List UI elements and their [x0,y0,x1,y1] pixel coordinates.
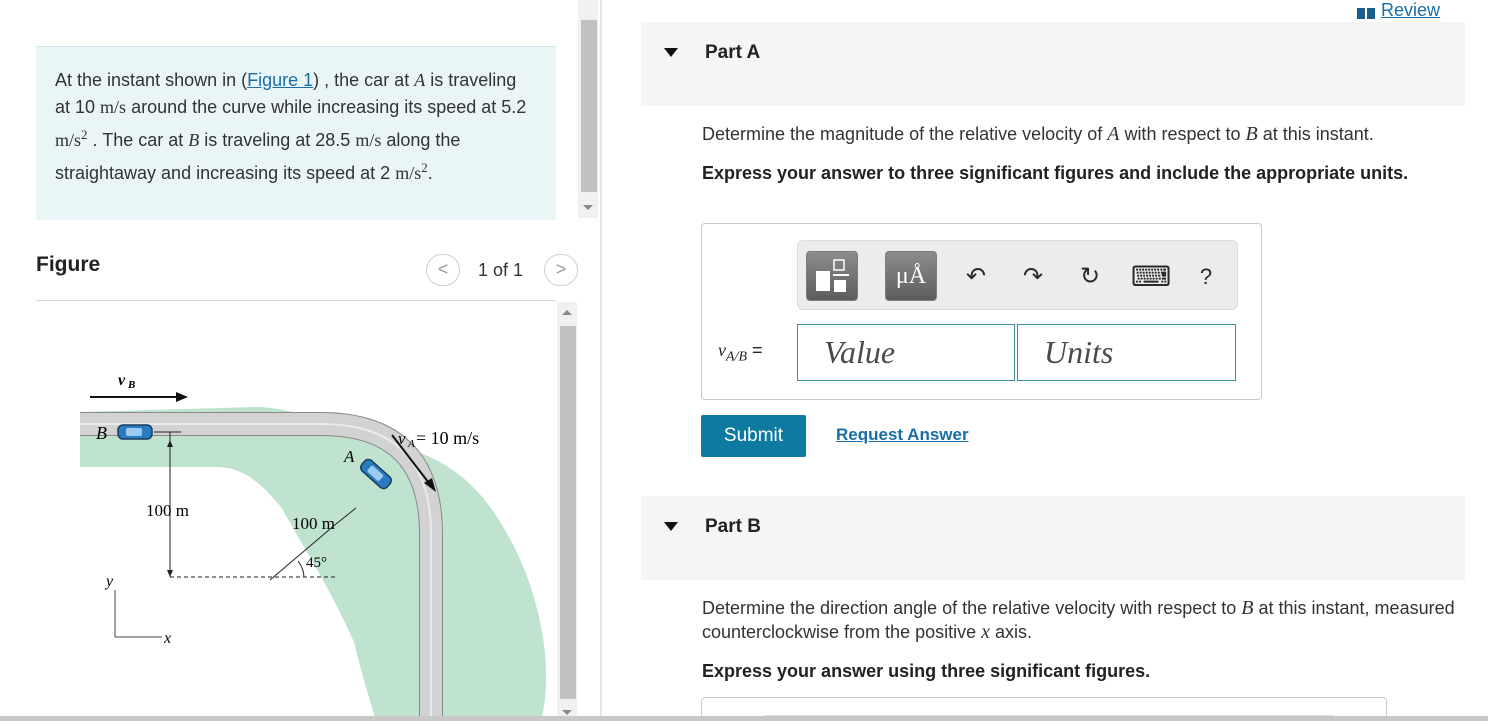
scrollbar-thumb[interactable] [560,326,576,699]
undo-icon[interactable]: ↶ [965,263,987,290]
math-toolbar [797,240,1238,310]
units-button[interactable]: μÅ [885,251,937,301]
scroll-down-icon[interactable] [562,710,572,715]
part-a-instruction: Express your answer to three significant figures and include the appropriate units. [702,163,1409,183]
review-link[interactable] [1357,0,1440,21]
part-b-title: Part B [705,516,761,537]
figure-scrollbar[interactable] [557,302,577,721]
scroll-up-icon[interactable] [562,310,572,315]
answer-box-part-a [701,223,1262,400]
problem-text: . [427,163,433,183]
part-a-question: Determine the magnitude of the relative velocity of A with respect to B at this instant. [702,123,1374,145]
part-a-header[interactable] [641,22,1465,106]
pane-separator[interactable] [600,0,602,721]
pager-count: 1 of 1 [478,260,524,280]
va-sub: A [408,438,415,450]
problem-text: is traveling at 28.5 [199,130,356,150]
collapse-triangle-icon[interactable] [664,48,678,57]
angle-label: 45° [306,555,327,571]
var-b: B [188,130,200,150]
templates-icon [807,252,859,302]
value-input[interactable] [797,324,1015,381]
divider [36,300,556,301]
scroll-down-icon[interactable] [583,205,593,210]
figure-link[interactable]: Figure 1 [247,70,314,90]
vb-sub: B [128,379,136,391]
horizontal-scrollbar[interactable] [0,716,1488,721]
problem-text: is traveling at 10 [55,70,517,117]
reset-icon[interactable]: ↻ [1079,263,1101,290]
part-a-title: Part A [705,42,761,63]
request-answer-link[interactable]: Request Answer [836,425,969,444]
car-b-label: B [96,423,107,443]
collapse-triangle-icon[interactable] [664,522,678,531]
scrollbar-thumb[interactable] [581,20,597,192]
part-b-header[interactable] [641,496,1465,580]
problem-scrollbar[interactable] [578,0,598,218]
unit-accel: m/s [55,130,82,150]
book-icon [1357,4,1375,17]
car-a-label: A [344,447,355,466]
problem-text: . The car at [87,130,189,150]
redo-icon[interactable]: ↷ [1022,263,1044,290]
unit-speed: m/s [355,130,382,150]
part-b-instruction: Express your answer using three significant figures. [702,661,1151,681]
keyboard-icon[interactable]: ⌨ [1131,261,1172,292]
problem-text: along the straightaway and increasing its speed at 2 [55,130,461,183]
unit-accel: m/s [395,163,422,183]
review-label: Review [1381,0,1441,20]
submit-button[interactable]: Submit [701,415,806,457]
radius-label: 100 m [292,514,335,533]
part-b-question: Determine the direction angle of the relative velocity with respect to B at this instant, measured counterclockwise from the positive x axis. [702,597,1455,643]
var-b: B [1241,597,1254,619]
va-value: = 10 m/s [416,428,480,448]
help-icon[interactable]: ? [1199,264,1213,289]
curve-diagram [36,302,556,721]
units-input[interactable] [1017,324,1236,381]
superscript: 2 [421,160,428,175]
figure-pager [426,254,578,286]
superscript: 2 [81,127,88,142]
problem-text: around the curve while increasing its speed at 5.2 [126,97,527,117]
figure-heading: Figure [36,253,101,276]
distance-label-vertical: 100 m [146,501,189,520]
va-label: v [398,429,406,448]
var-a: A [1107,123,1120,145]
figure-image [36,302,556,721]
problem-text: At the instant shown in ( [55,70,248,90]
var-b: B [1245,123,1258,145]
unit-speed: m/s [100,97,127,117]
answer-variable-label: $v_{A/B}$ = [718,340,763,365]
var-a: A [414,70,426,90]
chevron-right-icon[interactable]: > [544,254,578,286]
vb-label: v [118,372,126,389]
axis-y-label: y [106,573,114,590]
axis-x-label: x [164,630,172,647]
templates-button[interactable] [806,251,858,301]
problem-statement [36,46,556,220]
var-x: x [981,621,991,643]
chevron-left-icon[interactable]: < [426,254,460,286]
problem-text: ) , the car at [313,70,415,90]
